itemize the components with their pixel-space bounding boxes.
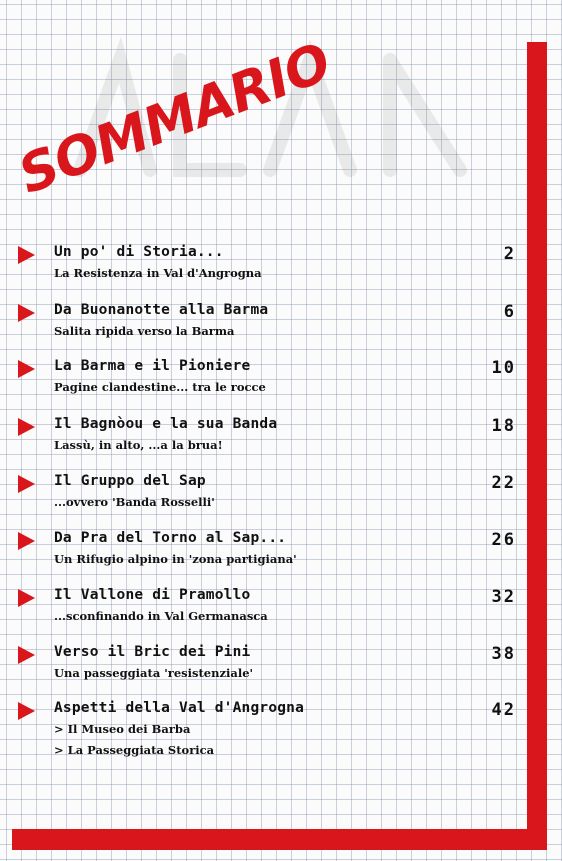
toc-entry-page-number: 42 — [491, 700, 516, 720]
toc-entry — [18, 358, 518, 408]
page-title-text: SOMMARIO — [10, 31, 339, 207]
toc-entry-title: Il Bagnòou e la sua Banda — [54, 416, 278, 432]
red-arrow-icon — [18, 532, 35, 550]
toc-entry-page-number: 22 — [491, 473, 516, 493]
toc-entry — [18, 587, 518, 637]
red-arrow-icon — [18, 246, 35, 264]
toc-entry-subtitle: ...sconfinando in Val Germanasca — [54, 609, 268, 623]
toc-entry — [18, 644, 518, 694]
toc-entry-title: Da Pra del Torno al Sap... — [54, 530, 287, 546]
toc-entry — [18, 416, 518, 466]
red-arrow-icon — [18, 418, 35, 436]
toc-entry-subtitle: Lassù, in alto, ...a la brua! — [54, 438, 223, 452]
toc-entry-subtitle: > Il Museo dei Barba — [54, 722, 191, 736]
red-arrow-icon — [18, 589, 35, 607]
toc-entry-page-number: 26 — [491, 530, 516, 550]
toc-entry — [18, 473, 518, 523]
toc-entry-page-number: 38 — [491, 644, 516, 664]
toc-entry-subtitle: ...ovvero 'Banda Rosselli' — [54, 495, 215, 509]
toc-entry-title: Un po' di Storia... — [54, 244, 224, 260]
toc-entry-title: Il Vallone di Pramollo — [54, 587, 251, 603]
toc-entry-page-number: 10 — [491, 358, 516, 378]
toc-entry-subtitle: La Resistenza in Val d'Angrogna — [54, 266, 262, 280]
toc-entry — [18, 302, 518, 352]
toc-entry-subtitle: Pagine clandestine... tra le rocce — [54, 380, 266, 394]
toc-entry-subtitle: Salita ripida verso la Barma — [54, 324, 235, 338]
toc-entry-subtitle: Una passeggiata 'resistenziale' — [54, 666, 254, 680]
toc-entry-title: Verso il Bric dei Pini — [54, 644, 251, 660]
toc-entry — [18, 700, 518, 757]
red-arrow-icon — [18, 646, 35, 664]
toc-entry-page-number: 32 — [491, 587, 516, 607]
toc-entry-page-number: 6 — [503, 302, 516, 322]
toc-entry-page-number: 18 — [491, 416, 516, 436]
toc-entry-page-number: 2 — [503, 244, 516, 264]
red-horizontal-bar — [12, 829, 547, 850]
toc-entry-title: Aspetti della Val d'Angrogna — [54, 700, 305, 716]
toc-entry-subtitle: > La Passeggiata Storica — [54, 743, 215, 757]
page-title — [10, 31, 339, 210]
toc-entry — [18, 244, 518, 294]
red-arrow-icon — [18, 475, 35, 493]
toc-entry — [18, 530, 518, 580]
toc-entry-title: Il Gruppo del Sap — [54, 473, 206, 489]
red-vertical-bar — [527, 42, 547, 850]
toc-entry-subtitle: Un Rifugio alpino in 'zona partigiana' — [54, 552, 297, 566]
red-arrow-icon — [18, 702, 35, 720]
red-arrow-icon — [18, 304, 35, 322]
red-arrow-icon — [18, 360, 35, 378]
toc-entry-title: La Barma e il Pioniere — [54, 358, 251, 374]
toc-entry-title: Da Buonanotte alla Barma — [54, 302, 269, 318]
